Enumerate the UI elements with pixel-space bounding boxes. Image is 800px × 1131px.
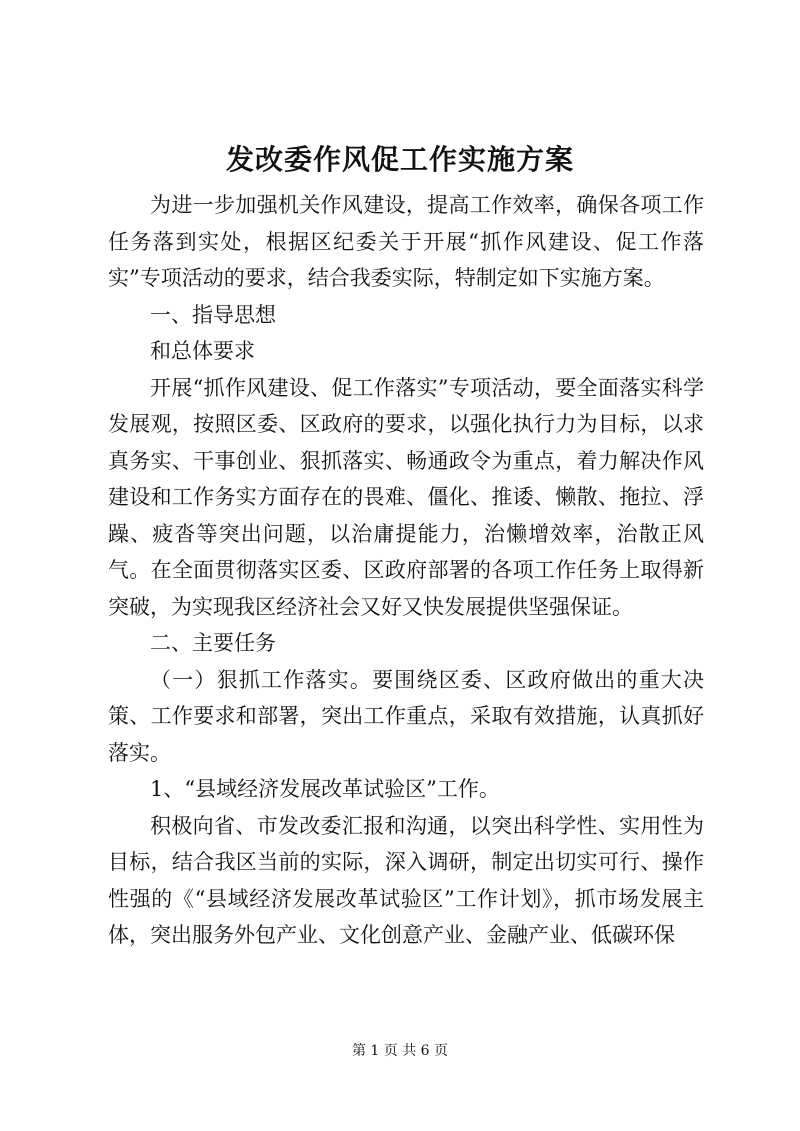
document-body [108,187,704,954]
section-heading-guiding-thought: 一、指导思想 [150,302,276,327]
guiding-thought-paragraph: 开展“抓作风建设、促工作落实”专项活动，要全面落实科学发展观，按照区委、区政府的要求，以强化执行力为目标，以求真务实、干事创业、狠抓落实、畅通政令为重点，着力解决作风建设和工作务实方面存在的畏难、僵化、推诿、懒散、拖拉、浮躁、疲沓等突出问题，以治庸提能力，治懒增效率，治散正风气。在全面贯彻落实区委、区政府部署的各项工作任务上取得新突破，为实现我区经济社会又好又快发展提供坚强保证。 [108,375,704,619]
subsection-heading-pilot-zone: 1、“县域经济发展改革试验区”工作。 [150,777,500,801]
page-number-footer: 第 1 页 共 6 页 [351,1043,449,1059]
intro-paragraph: 为进一步加强机关作风建设，提高工作效率，确保各项工作任务落到实处，根据区纪委关于开展“抓作风建设、促工作落实”专项活动的要求，结合我委实际，特制定如下实施方案。 [108,193,704,290]
pilot-zone-paragraph: 积极向省、市发改委汇报和沟通，以突出科学性、实用性为目标，结合我区当前的实际，深入调研，制定出切实可行、操作性强的《“县域经济发展改革试验区”工作计划》，抓市场发展主体，突出服务外包产业、文化创意产业、金融产业、低碳环保 [108,813,704,947]
document-title: 发改委作风促工作实施方案 [225,143,574,176]
section-heading-main-tasks: 二、主要任务 [150,631,276,655]
section-heading-general-requirements: 和总体要求 [150,339,255,363]
task-one-paragraph: （一）狠抓工作落实。要围绕区委、区政府做出的重大决策、工作要求和部署，突出工作重点，采取有效措施，认真抓好落实。 [108,667,704,765]
